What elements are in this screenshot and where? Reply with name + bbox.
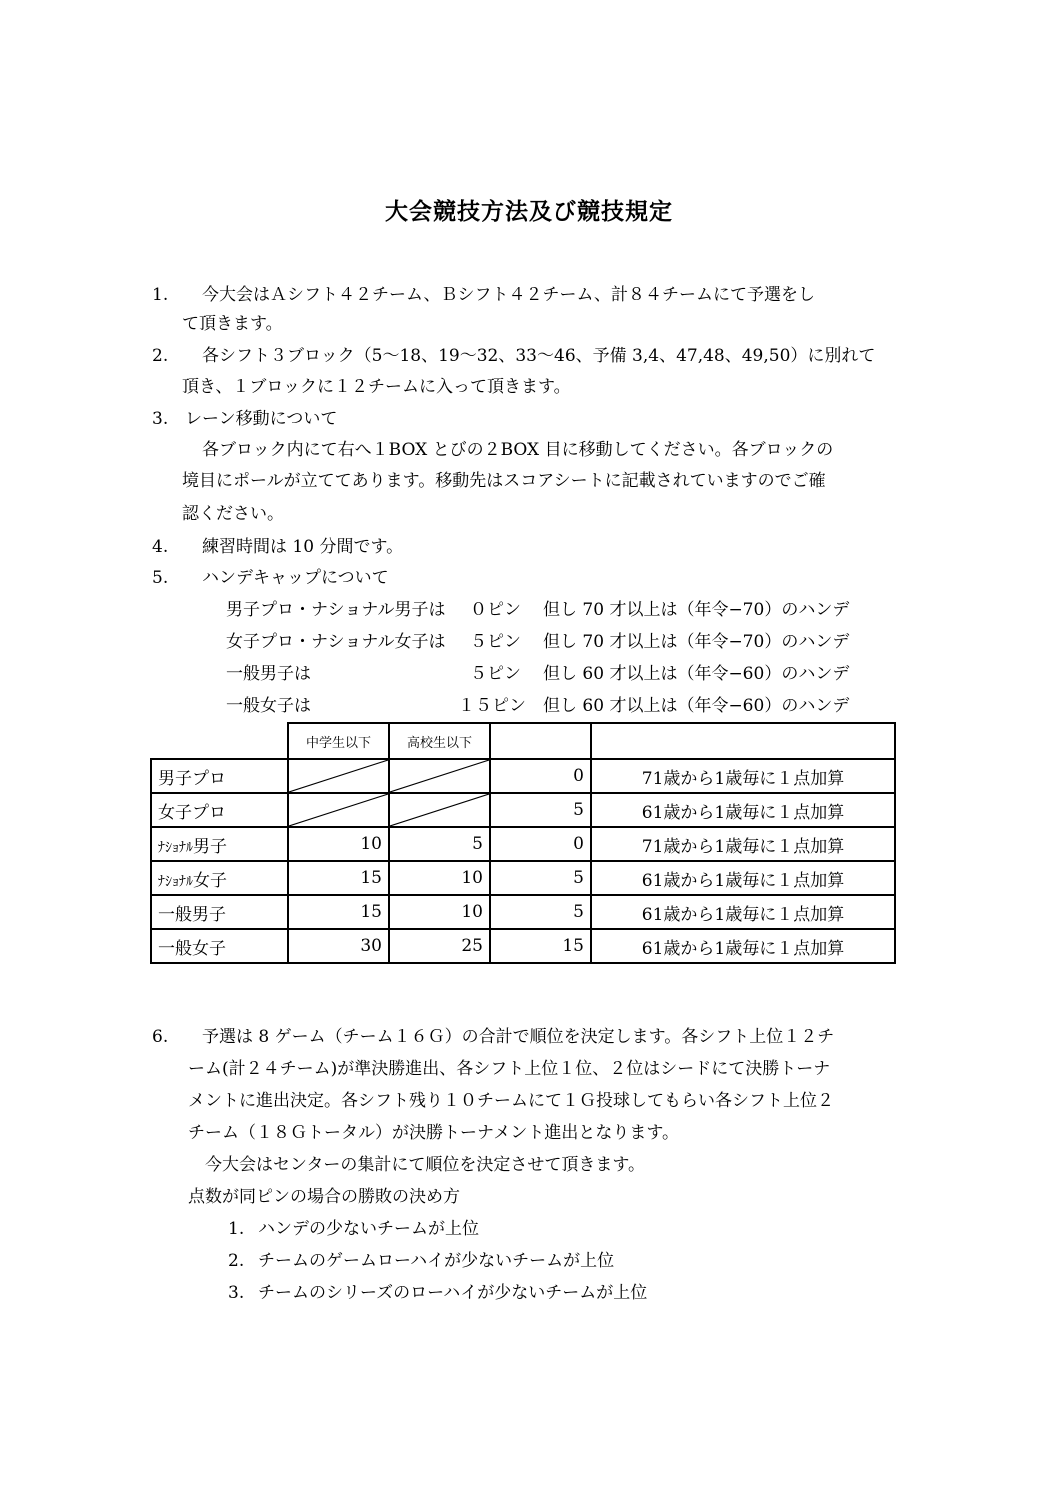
junior-high-handicap: 30 <box>288 929 389 963</box>
age-note: 61歳から1歳毎に１点加算 <box>591 793 895 827</box>
item-3-heading: レーン移動について <box>185 409 338 429</box>
junior-high-handicap: 15 <box>288 861 389 895</box>
header-junior-high: 中学生以下 <box>288 723 389 759</box>
age-note: 61歳から1歳毎に１点加算 <box>591 929 895 963</box>
handicap-pins: ５ピン <box>470 632 521 652</box>
item-2-line-1: 各シフト３ブロック（5〜18、19〜32、33〜46、予備 3,4、47,48、49,50）に別れて <box>202 346 876 366</box>
handicap-who: 女子プロ・ナショナル女子は <box>226 632 446 652</box>
item-3-line-2: 境目にポールが立ててあります。移動先はスコアシートに記載されていますのでご確 <box>182 471 826 491</box>
handicap-pins: ０ピン <box>470 600 521 620</box>
handicap-rule: 但し 60 才以上は（年令−60）のハンデ <box>543 664 850 684</box>
item-3-number: 3. <box>152 409 169 429</box>
age-note: 71歳から1歳毎に１点加算 <box>591 759 895 793</box>
high-school-handicap: 5 <box>389 827 490 861</box>
item-4-number: 4. <box>152 537 169 557</box>
base-handicap: 5 <box>490 861 591 895</box>
item-6-line-6: 点数が同ピンの場合の勝敗の決め方 <box>188 1187 460 1207</box>
handicap-pins: ５ピン <box>470 664 521 684</box>
row-label: 一般女子 <box>151 929 288 963</box>
item-6-line-2: ーム(計２４チーム)が準決勝進出、各シフト上位１位、２位はシードにて決勝トーナ <box>188 1059 831 1079</box>
junior-high-handicap: 10 <box>288 827 389 861</box>
item-6-line-3: メントに進出決定。各シフト残り１０チームにて１Ｇ投球してもらい各シフト上位２ <box>188 1091 834 1111</box>
junior-high-handicap: 15 <box>288 895 389 929</box>
handicap-rule: 但し 70 才以上は（年令−70）のハンデ <box>543 632 850 652</box>
table-row <box>151 759 895 793</box>
row-label: ﾅｼｮﾅﾙ女子 <box>151 861 288 895</box>
base-handicap: 5 <box>490 793 591 827</box>
row-label: 男子プロ <box>151 759 288 793</box>
handicap-who: 一般女子は <box>226 696 311 716</box>
table-row <box>151 861 895 895</box>
page-title: 大会競技方法及び競技規定 <box>385 199 673 225</box>
age-note: 71歳から1歳毎に１点加算 <box>591 827 895 861</box>
base-handicap: 15 <box>490 929 591 963</box>
header-high-school: 高校生以下 <box>389 723 490 759</box>
table-row <box>151 895 895 929</box>
handicap-rule: 但し 70 才以上は（年令−70）のハンデ <box>543 600 850 620</box>
tiebreak-rule: チームのシリーズのローハイが少ないチームが上位 <box>258 1283 648 1303</box>
item-5-number: 5. <box>152 568 169 588</box>
not-applicable-cell <box>389 793 490 827</box>
age-note: 61歳から1歳毎に１点加算 <box>591 861 895 895</box>
tiebreak-rule: ハンデの少ないチームが上位 <box>258 1219 479 1239</box>
base-handicap: 5 <box>490 895 591 929</box>
not-applicable-cell <box>288 759 389 793</box>
age-note: 61歳から1歳毎に１点加算 <box>591 895 895 929</box>
not-applicable-cell <box>288 793 389 827</box>
row-label: 女子プロ <box>151 793 288 827</box>
row-label: 一般男子 <box>151 895 288 929</box>
base-handicap: 0 <box>490 759 591 793</box>
table-row <box>151 793 895 827</box>
table-corner <box>151 723 288 759</box>
high-school-handicap: 25 <box>389 929 490 963</box>
item-2-number: 2. <box>152 346 169 366</box>
item-2-line-2: 頂き、１ブロックに１２チームに入って頂きます。 <box>182 377 571 397</box>
handicap-who: 男子プロ・ナショナル男子は <box>226 600 446 620</box>
tiebreak-number: 2. <box>228 1251 245 1271</box>
handicap-table <box>150 722 896 964</box>
row-label: ﾅｼｮﾅﾙ男子 <box>151 827 288 861</box>
table-row <box>151 827 895 861</box>
tiebreak-number: 1. <box>228 1219 245 1239</box>
item-1-line-1: 今大会はＡシフト４２チーム、Ｂシフト４２チーム、計８４チームにて予選をし <box>202 285 816 305</box>
tiebreak-rule: チームのゲームローハイが少ないチームが上位 <box>258 1251 615 1271</box>
item-3-line-3: 認ください。 <box>182 504 284 524</box>
item-6-line-5: 今大会はセンターの集計にて順位を決定させて頂きます。 <box>205 1155 645 1175</box>
not-applicable-cell <box>389 759 490 793</box>
item-4-text: 練習時間は 10 分間です。 <box>202 537 404 557</box>
table-header-row <box>151 723 895 759</box>
item-6-number: 6. <box>152 1027 169 1047</box>
handicap-pins: １５ピン <box>458 696 526 716</box>
item-6-line-4: チーム（１８Ｇトータル）が決勝トーナメント進出となります。 <box>188 1123 679 1143</box>
item-1-number: 1. <box>152 285 169 305</box>
table-row <box>151 929 895 963</box>
header-blank <box>591 723 895 759</box>
handicap-rule: 但し 60 才以上は（年令−60）のハンデ <box>543 696 850 716</box>
high-school-handicap: 10 <box>389 861 490 895</box>
base-handicap: 0 <box>490 827 591 861</box>
header-blank <box>490 723 591 759</box>
item-5-heading: ハンデキャップについて <box>202 568 389 588</box>
item-1-line-2: て頂きます。 <box>182 314 283 334</box>
item-3-line-1: 各ブロック内にて右へ１BOX とびの２BOX 目に移動してください。各ブロックの <box>202 440 834 460</box>
tiebreak-number: 3. <box>228 1283 245 1303</box>
item-6-line-1: 予選は 8 ゲーム（チーム１６Ｇ）の合計で順位を決定します。各シフト上位１２チ <box>202 1027 835 1047</box>
handicap-who: 一般男子は <box>226 664 311 684</box>
high-school-handicap: 10 <box>389 895 490 929</box>
